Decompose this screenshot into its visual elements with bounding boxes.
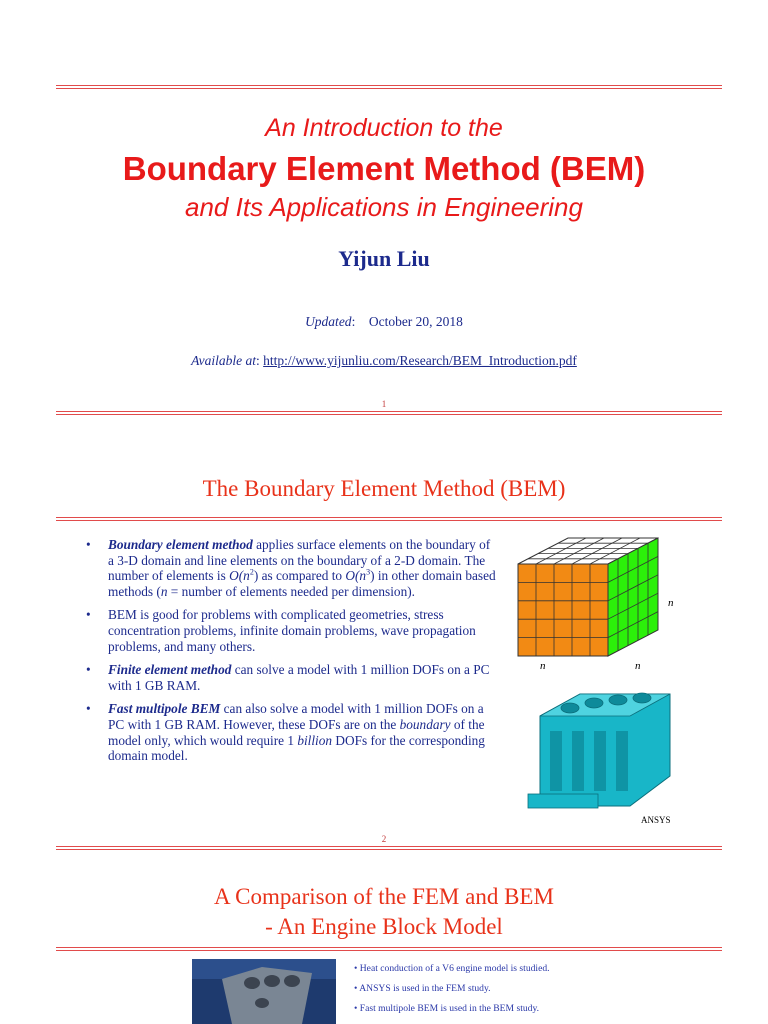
- slide3-title-line2: - An Engine Block Model: [265, 914, 503, 939]
- bullet-bem-good-for: • BEM is good for problems with complicated geometries, stress concentration problems, infinite domain problems, wave propagation problems, and many others.: [86, 607, 476, 654]
- slide2-title-rule: [56, 517, 722, 521]
- slide1-page-number: 1: [381, 399, 387, 409]
- slide1-available: Available at: http://www.yijunliu.com/Research/BEM_Introduction.pdf: [191, 353, 577, 368]
- slide3-bullet-1: • Heat conduction of a V6 engine model is studied.: [354, 963, 550, 974]
- available-url-link[interactable]: http://www.yijunliu.com/Research/BEM_Introduction.pdf: [263, 353, 577, 368]
- bullet-bem-definition: • Boundary element method applies surface elements on the boundary of a 3-D domain and line elements on the boundary of a 2-D domain. The number of elements is $O(n^2)$ as compared to $O(n^3)$ in other domain based methods (n = number of elements needed per dimension).: [86, 537, 496, 599]
- slide2-bottom-rule: [56, 846, 722, 850]
- slide2-bullet-list: [86, 537, 496, 772]
- bullet-fem: • Finite element method can solve a model with 1 million DOFs on a PC with 1 GB RAM.: [86, 662, 490, 693]
- updated-label: Updated: [305, 314, 352, 329]
- engine-block-figure: [520, 686, 680, 816]
- slide1-title-line3: and Its Applications in Engineering: [185, 192, 583, 222]
- slide1-top-rule: [56, 85, 722, 89]
- slide3-title-line1: A Comparison of the FEM and BEM: [214, 884, 554, 909]
- cube-label-n-left: n: [540, 660, 546, 672]
- slide1-bottom-rule: [56, 411, 722, 415]
- slide1-updated: Updated: October 20, 2018: [305, 314, 463, 329]
- slide3-bullet-3: • Fast multipole BEM is used in the BEM study.: [354, 1003, 540, 1014]
- slide2-page-number: 2: [381, 834, 387, 844]
- slide3-bullet-2: • ANSYS is used in the FEM study.: [354, 983, 491, 994]
- slide2-title: The Boundary Element Method (BEM): [202, 476, 566, 501]
- slide1-author: Yijun Liu: [338, 246, 430, 271]
- slide3-title-rule: [56, 947, 722, 951]
- available-label: Available at: [191, 353, 256, 368]
- slide1-title-main: Boundary Element Method (BEM): [122, 150, 646, 187]
- bullet-fast-multipole: • Fast multipole BEM can also solve a model with 1 million DOFs on a PC with 1 GB RAM. However, these DOFs are on the boundary of the model only, which would require 1 billion DOFs for the corresponding domain model.: [86, 701, 485, 764]
- slide1-title-line1: An Introduction to the: [265, 114, 503, 142]
- ansys-label: ANSYS: [641, 815, 671, 825]
- boundary-mesh-cube-figure: [508, 536, 688, 686]
- engine-photo-thumbnail: [192, 959, 336, 1024]
- cube-label-n-right: n: [668, 597, 674, 609]
- cube-label-n-bottom: n: [635, 660, 641, 672]
- slide3-bullet-list: [354, 963, 550, 1023]
- updated-date: October 20, 2018: [368, 314, 463, 329]
